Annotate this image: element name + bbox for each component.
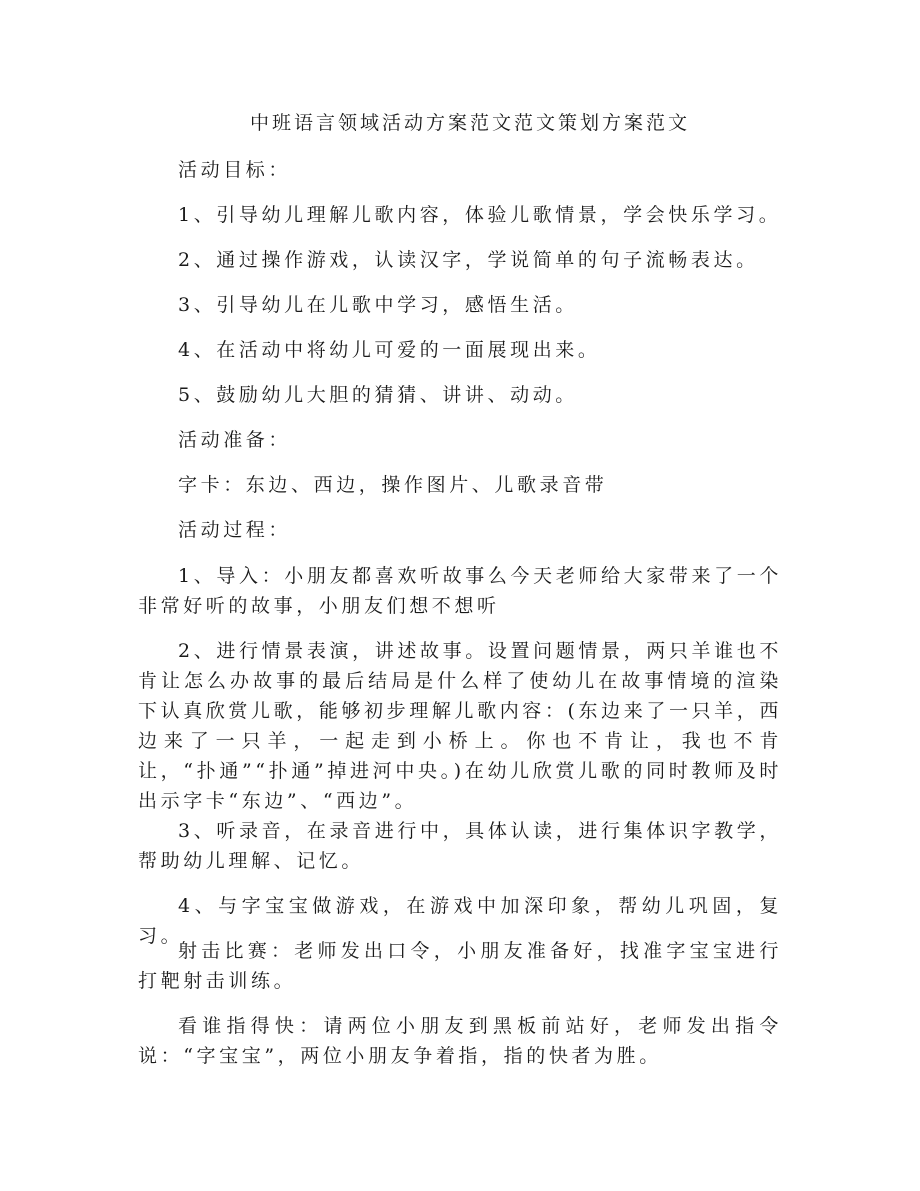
prep-heading: 活动准备： xyxy=(178,429,292,451)
goal-item: 3、引导幼儿在儿歌中学习，感悟生活。 xyxy=(178,294,578,316)
document-title: 中班语言领域活动方案范文范文策划方案范文 xyxy=(249,112,690,134)
process-step: 1、导入：小朋友都喜欢听故事么今天老师给大家带来了一个非常好听的故事，小朋友们想不想听 xyxy=(138,565,782,617)
goal-item: 1、引导幼儿理解儿歌内容，体验儿歌情景，学会快乐学习。 xyxy=(178,204,782,226)
goals-heading: 活动目标： xyxy=(178,159,292,181)
goal-item: 2、通过操作游戏，认读汉字，学说简单的句子流畅表达。 xyxy=(178,249,759,271)
process-step: 3、听录音，在录音进行中，具体认读，进行集体识字教学，帮助幼儿理解、记忆。 xyxy=(138,820,782,872)
prep-text: 字卡：东边、西边，操作图片、儿歌录音带 xyxy=(178,474,608,496)
process-game: 射击比赛：老师发出口令，小朋友准备好，找准字宝宝进行打靶射击训练。 xyxy=(138,940,782,992)
process-heading: 活动过程： xyxy=(178,519,292,541)
process-game: 看谁指得快：请两位小朋友到黑板前站好，老师发出指令说：“字宝宝”，两位小朋友争着指，指的快者为胜。 xyxy=(138,1015,782,1067)
goal-item: 4、在活动中将幼儿可爱的一面展现出来。 xyxy=(178,339,601,361)
process-step: 4、与字宝宝做游戏，在游戏中加深印象，帮幼儿巩固，复习。 xyxy=(138,895,782,947)
process-step: 2、进行情景表演，讲述故事。设置问题情景，两只羊谁也不肯让怎么办故事的最后结局是什么样了使幼儿在故事情境的渲染下认真欣赏儿歌，能够初步理解儿歌内容：(东边来了一只羊，西边来了一只羊，一起走到小桥上。你也不肯让，我也不肯让，“扑通”“扑通”掉进河中央。)在幼儿欣赏儿歌的同时教师及时出示字卡“东边”、“西边”。 xyxy=(138,640,782,812)
goal-item: 5、鼓励幼儿大胆的猜猜、讲讲、动动。 xyxy=(178,384,578,406)
